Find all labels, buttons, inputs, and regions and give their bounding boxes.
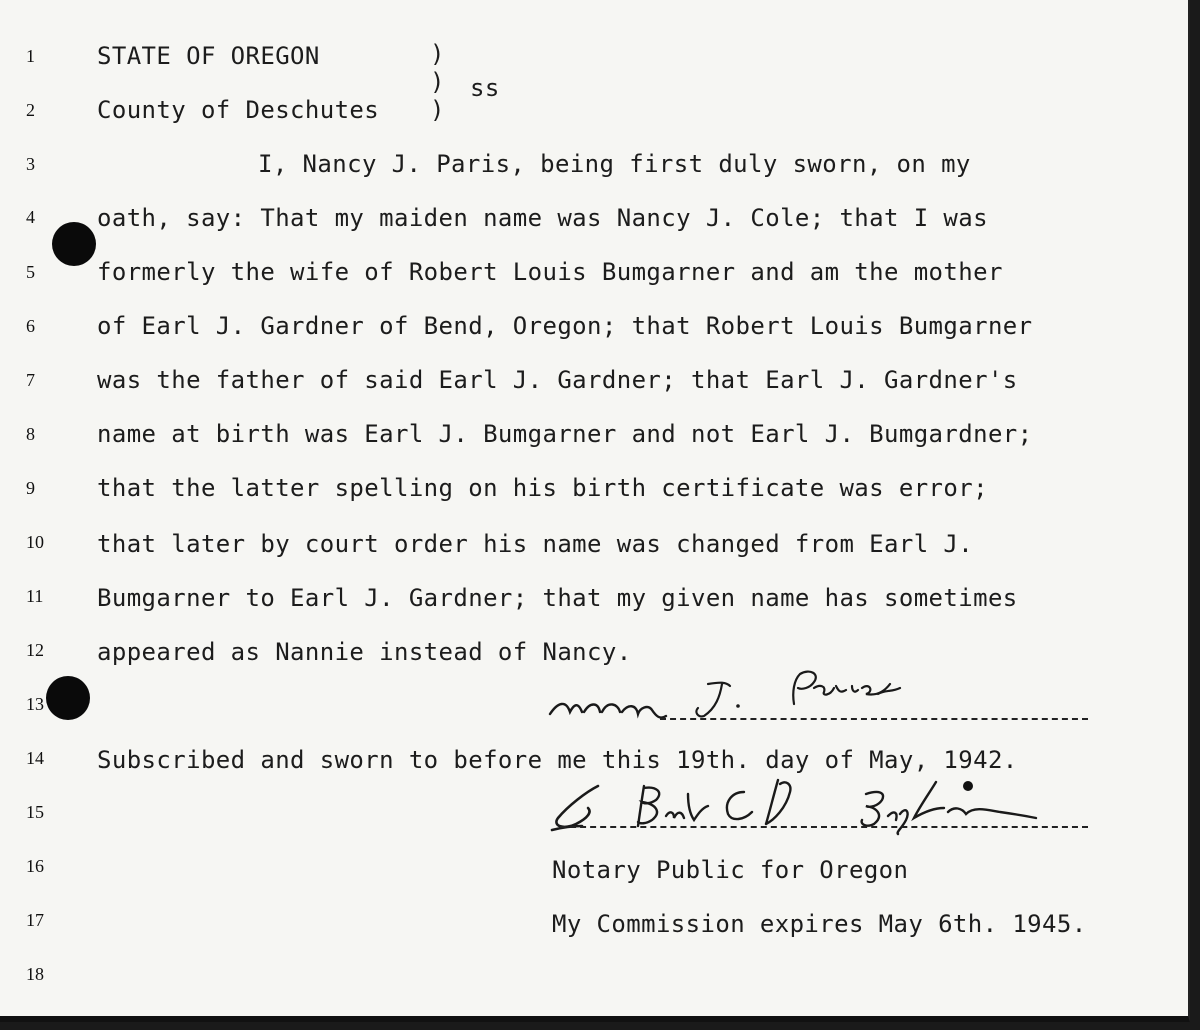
body-line: of Earl J. Gardner of Bend, Oregon; that Robert Louis Bumgarner: [97, 312, 1033, 340]
body-line: formerly the wife of Robert Louis Bumgarner and am the mother: [97, 258, 1003, 286]
line-number: 10: [26, 532, 44, 552]
notary-title: Notary Public for Oregon: [552, 856, 909, 884]
line-number: 7: [26, 370, 35, 390]
line-number: 14: [26, 748, 44, 768]
line-number: 9: [26, 478, 35, 498]
line-number: 5: [26, 262, 35, 282]
body-line: I, Nancy J. Paris, being first duly sworn, on my: [258, 150, 971, 178]
punch-hole: [46, 676, 90, 720]
venue-county: County of Deschutes: [97, 96, 380, 124]
jurat: Subscribed and sworn to before me this 19th. day of May, 1942.: [97, 746, 1018, 774]
line-number: 16: [26, 856, 44, 876]
line-number: 6: [26, 316, 35, 336]
body-line: name at birth was Earl J. Bumgarner and not Earl J. Bumgardner;: [97, 420, 1033, 448]
venue-state: STATE OF OREGON: [97, 42, 320, 70]
commission-expiry: My Commission expires May 6th. 1945.: [552, 910, 1087, 938]
affiant-signature-line: [660, 718, 1088, 720]
line-number: 13: [26, 694, 44, 714]
punch-hole: [52, 222, 96, 266]
body-line: Bumgarner to Earl J. Gardner; that my given name has sometimes: [97, 584, 1018, 612]
body-line: that later by court order his name was changed from Earl J.: [97, 530, 974, 558]
line-number: 15: [26, 802, 44, 822]
line-number: 12: [26, 640, 44, 660]
line-number: 2: [26, 100, 35, 120]
notary-signature-line: [560, 826, 1088, 828]
body-line: was the father of said Earl J. Gardner; that Earl J. Gardner's: [97, 366, 1018, 394]
line-number: 4: [26, 207, 35, 227]
venue-ss: ss: [470, 74, 500, 102]
venue-bracket: ): [430, 96, 445, 124]
line-number: 17: [26, 910, 44, 930]
body-line: oath, say: That my maiden name was Nancy J. Cole; that I was: [97, 204, 988, 232]
line-number: 18: [26, 964, 44, 984]
line-number: 3: [26, 154, 35, 174]
line-number: 8: [26, 424, 35, 444]
body-line: that the latter spelling on his birth certificate was error;: [97, 474, 988, 502]
affiant-signature: [548, 664, 948, 724]
venue-bracket: ): [430, 68, 445, 96]
line-number: 11: [26, 586, 44, 606]
body-line: appeared as Nannie instead of Nancy.: [97, 638, 632, 666]
venue-bracket: ): [430, 40, 445, 68]
line-number: 1: [26, 46, 35, 66]
